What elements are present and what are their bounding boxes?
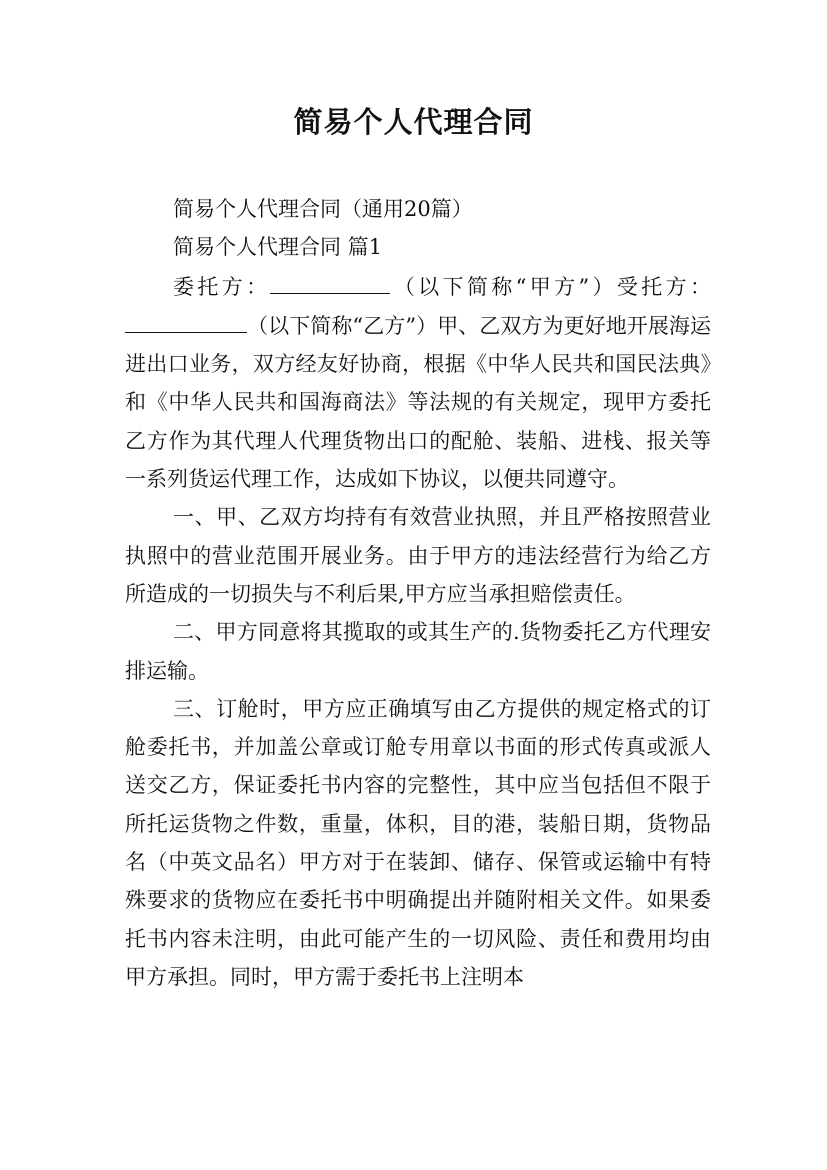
clause-1: 一、甲、乙双方均持有有效营业执照，并且严格按照营业执照中的营业范围开展业务。由于甲方的违法经营行为给乙方所造成的一切损失与不利后果,甲方应当承担赔偿责任。 [125,505,711,606]
document-subtitle: 简易个人代理合同（通用20篇） [173,197,473,221]
parties-mid-text: （以下简称“甲方”）受托方： [390,274,711,299]
section-heading: 简易个人代理合同 篇1 [173,235,383,260]
parties-paragraph [125,267,711,499]
document-title: 简易个人代理合同 [293,105,534,139]
entrustor-blank-line [270,267,390,294]
parties-rest-text: （以下简称“乙方”）甲、乙双方为更好地开展海运进出口业务，双方经友好协商，根据《中华人民共和国民法典》和《中华人民共和国海商法》等法规的有关规定，现甲方委托乙方作为其代理人代理货物出口的配舱、装船、进栈、报关等一系列货运代理工作，达成如下协议，以便共同遵守。 [125,313,711,492]
clause-2: 二、甲方同意将其揽取的或其生产的.货物委托乙方代理安排运输。 [125,620,711,683]
entrustor-label: 委托方： [173,274,271,299]
trustee-blank-line [125,306,247,333]
clause-3: 三、订舱时，甲方应正确填写由乙方提供的规定格式的订舱委托书，并加盖公章或订舱专用章以书面的形式传真或派人送交乙方，保证委托书内容的完整性，其中应当包括但不限于所托运货物之件数，重量，体积，目的港，装船日期，货物品名（中英文品名）甲方对于在装卸、储存、保管或运输中有特殊要求的货物应在委托书中明确提出并随附相关文件。如果委托书内容未注明，由此可能产生的一切风险、责任和费用均由甲方承担。同时，甲方需于委托书上注明本 [125,696,711,989]
document-body [125,190,711,996]
